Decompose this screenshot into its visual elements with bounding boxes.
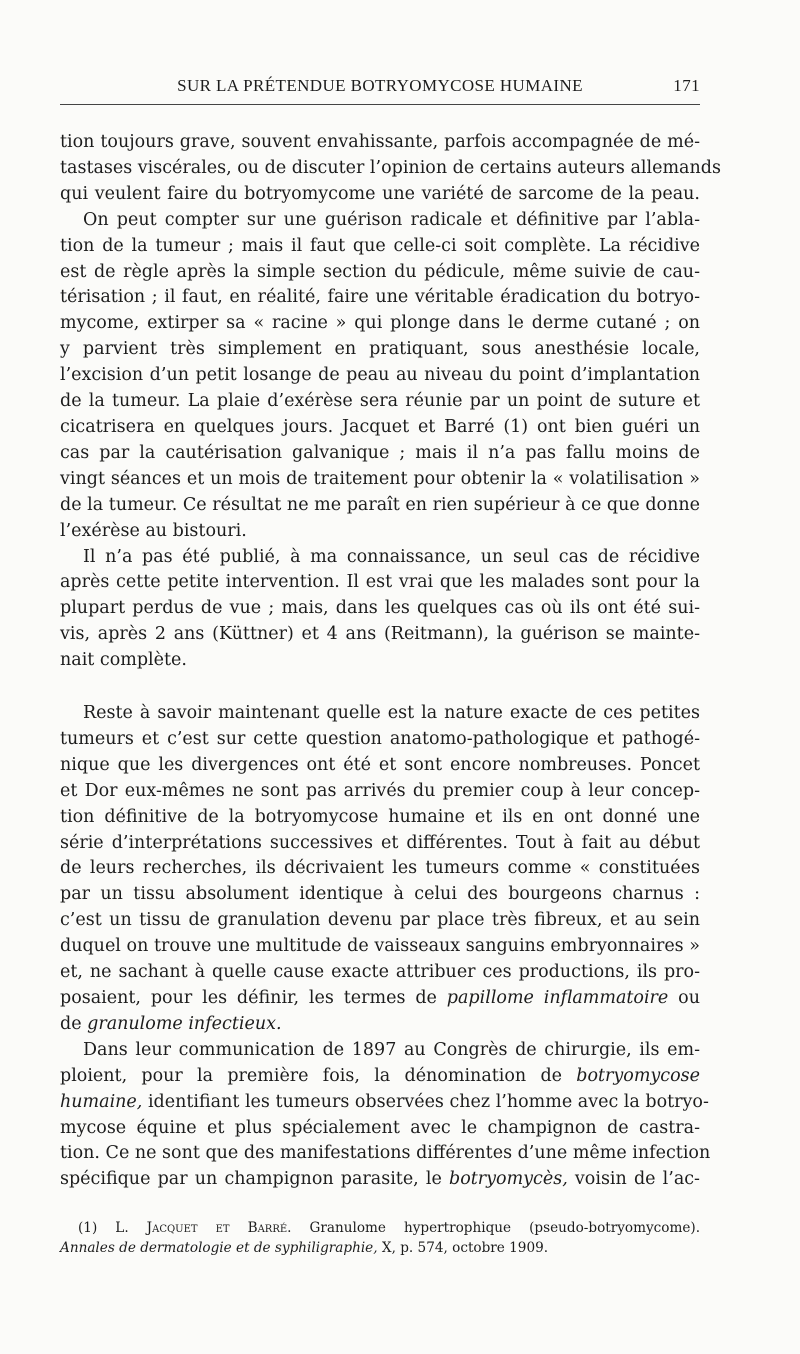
text-line: nique que les divergences ont été et sont encore nombreuses. Poncet <box>60 754 700 775</box>
text-line: série d’interprétations successives et différentes. Tout à fait au début <box>60 832 700 853</box>
text-line: tion. Ce ne sont que des manifestations différentes d’une même infection <box>60 1143 711 1164</box>
text-line: de la tumeur. Ce résultat ne me paraît en rien supérieur à ce que donne <box>60 494 700 515</box>
text-line: nait complète. <box>60 650 187 671</box>
text-line: y parvient très simplement en pratiquant, sous anesthésie locale, <box>60 339 700 360</box>
text-line: vis, après 2 ans (Küttner) et 4 ans (Reitmann), la guérison se mainte- <box>60 624 700 645</box>
text-line <box>60 1167 700 1193</box>
header-rule <box>60 104 700 105</box>
text-line: tion toujours grave, souvent envahissante, parfois accompagnée de mé- <box>60 132 700 152</box>
text-line: tion définitive de la botryomycose humaine et ils en ont donné une <box>60 806 700 827</box>
text-segment: posaient, pour les définir, les termes de <box>60 988 437 1008</box>
text-line: On peut compter sur une guérison radicale et définitive par l’abla- <box>83 209 700 230</box>
page-number: 171 <box>673 76 700 95</box>
footnote <box>60 1218 700 1258</box>
italic-term: papillome inflammatoire <box>446 988 669 1008</box>
text-line: Dans leur communication de 1897 au Congrès de chirurgie, ils em- <box>83 1039 700 1060</box>
footnote-journal: Annales de dermatologie et de syphiligraphie, <box>60 1240 378 1256</box>
text-line: l’exérèse au bistouri. <box>60 520 247 541</box>
text-segment: ploient, pour la première fois, la dénomination de <box>60 1065 562 1086</box>
footnote-details: X, p. 574, octobre 1909. <box>381 1240 549 1256</box>
text-line: tastases viscérales, ou de discuter l’opinion de certains auteurs allemands <box>60 157 721 178</box>
footnote-authors: L. Jacquet et Barré. <box>115 1220 292 1236</box>
text-line: Reste à savoir maintenant quelle est la nature exacte de ces petites <box>83 703 700 724</box>
italic-term: botryomycose <box>576 1065 700 1086</box>
text-line: c’est un tissu de granulation devenu par place très fibreux, et au sein <box>60 910 700 931</box>
text-segment: ou <box>678 988 700 1008</box>
text-line: duquel on trouve une multitude de vaisseaux sanguins embryonnaires » <box>60 936 700 957</box>
running-title: SUR LA PRÉTENDUE BOTRYOMYCOSE HUMAINE <box>177 76 583 95</box>
text-line: de leurs recherches, ils décrivaient les tumeurs comme « constituées <box>60 858 700 879</box>
text-line: de la tumeur. La plaie d’exérèse sera réunie par un point de suture et <box>60 391 700 412</box>
text-line: mycose équine et plus spécialement avec le champignon de castra- <box>60 1117 700 1138</box>
text-segment: de <box>60 1013 82 1034</box>
body-text <box>60 130 721 1193</box>
text-line <box>60 1012 700 1038</box>
text-line: cicatrisera en quelques jours. Jacquet et Barré (1) ont bien guéri un <box>60 416 700 437</box>
text-segment: spécifique par un champignon parasite, le <box>60 1169 442 1190</box>
text-segment: voisin de l’ac- <box>574 1169 700 1190</box>
text-line: cas par la cautérisation galvanique ; mais il n’a pas fallu moins de <box>60 442 700 463</box>
text-line: vingt séances et un mois de traitement pour obtenir la « volatilisation » <box>60 468 700 489</box>
text-line: par un tissu absolument identique à celui des bourgeons charnus : <box>60 884 700 905</box>
footnote-line <box>60 1218 700 1238</box>
italic-term: humaine, <box>60 1091 143 1112</box>
text-line: plupart perdus de vue ; mais, dans les quelques cas où ils ont été sui- <box>60 598 700 619</box>
text-line: est de règle après la simple section du pédicule, même suivie de cau- <box>60 261 700 282</box>
text-line: tumeurs et c’est sur cette question anatomo-pathologique et pathogé- <box>60 728 700 749</box>
text-segment: identifiant les tumeurs observées chez l’homme avec la botryo- <box>147 1091 709 1112</box>
text-line <box>60 1090 709 1116</box>
running-header <box>60 76 700 100</box>
footnote-marker: (1) <box>78 1220 98 1236</box>
text-line: tion de la tumeur ; mais il faut que celle-ci soit complète. La récidive <box>60 235 700 256</box>
text-line: Il n’a pas été publié, à ma connaissance, un seul cas de récidive <box>83 546 700 567</box>
italic-term: granulome infectieux. <box>87 1013 282 1034</box>
text-line <box>60 1064 700 1090</box>
footnote-line <box>60 1238 700 1258</box>
text-line <box>60 986 700 1012</box>
text-line: térisation ; il faut, en réalité, faire une véritable éradication du botryo- <box>60 287 700 308</box>
text-line: qui veulent faire du botryomycome une variété de sarcome de la peau. <box>60 183 700 204</box>
section-gap <box>60 674 700 701</box>
text-line: après cette petite intervention. Il est vrai que les malades sont pour la <box>60 572 700 593</box>
text-line: l’excision d’un petit losange de peau au niveau du point d’implantation <box>60 365 700 386</box>
text-line: mycome, extirper sa « racine » qui plonge dans le derme cutané ; on <box>60 313 700 334</box>
text-line: et, ne sachant à quelle cause exacte attribuer ces productions, ils pro- <box>60 962 700 983</box>
text-line: et Dor eux-mêmes ne sont pas arrivés du premier coup à leur concep- <box>60 780 700 801</box>
footnote-title: Granulome hypertrophique (pseudo-botryomycome). <box>309 1220 701 1236</box>
italic-term: botryomycès, <box>449 1169 568 1190</box>
